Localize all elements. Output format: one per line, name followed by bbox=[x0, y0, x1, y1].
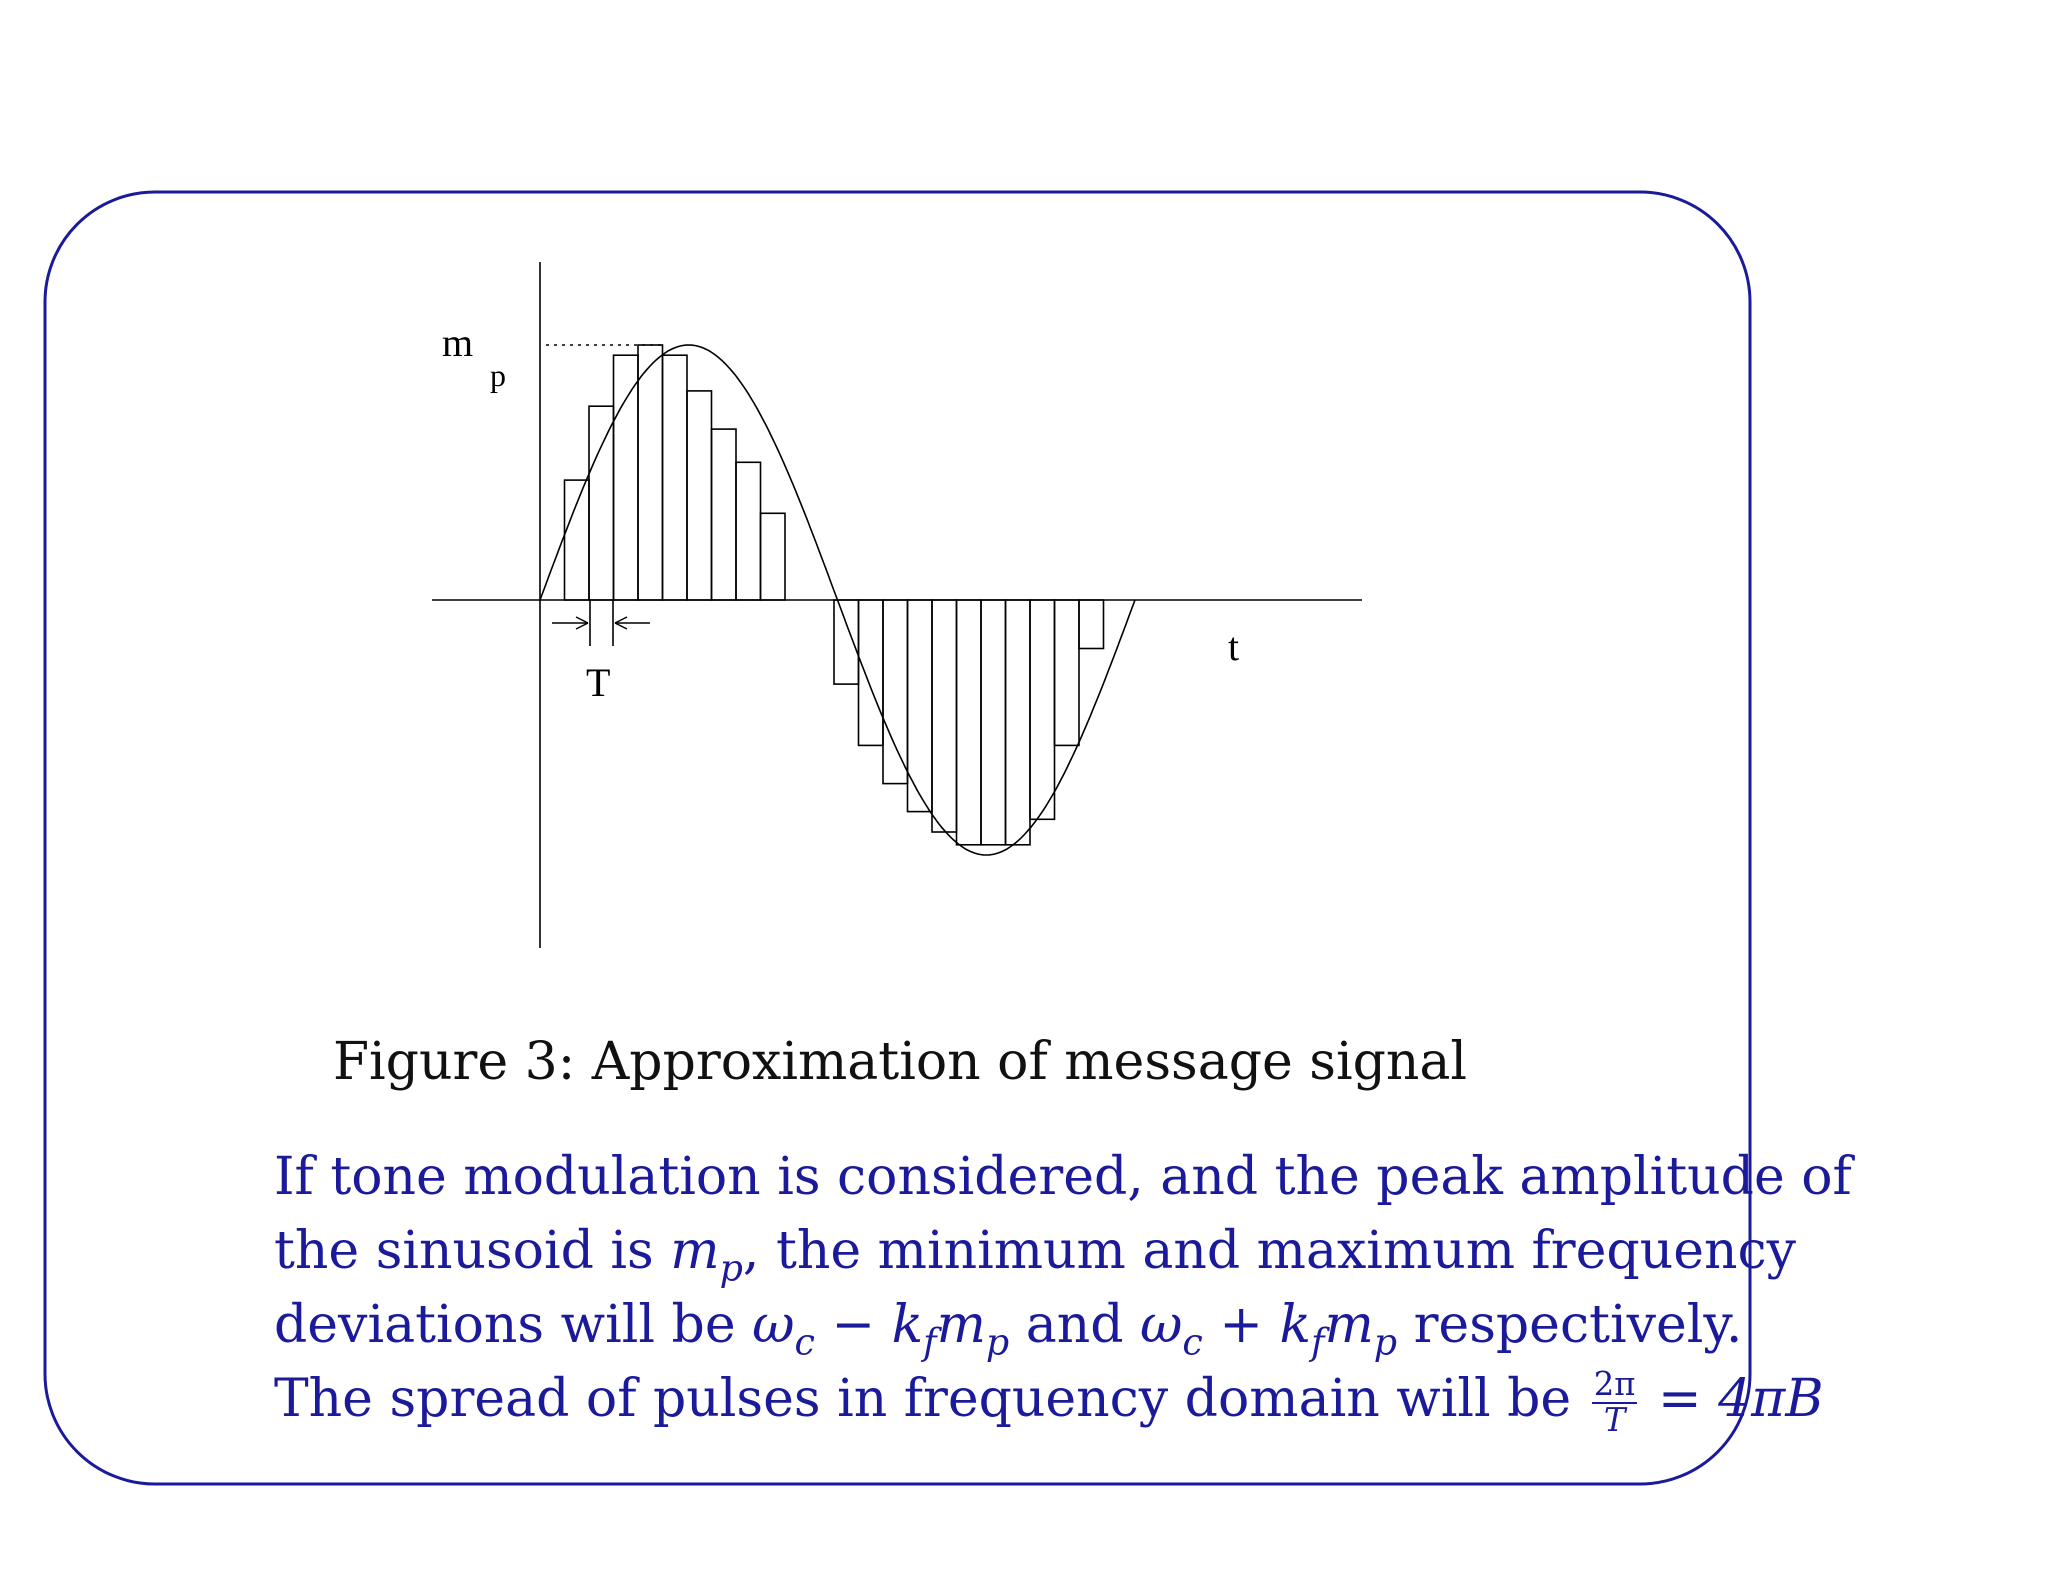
fraction-denominator: T bbox=[1603, 1400, 1626, 1439]
plus-kf: + k bbox=[1202, 1295, 1311, 1355]
pulse-bar bbox=[1055, 600, 1080, 745]
figure-caption: Figure 3: Approximation of message signal bbox=[332, 1032, 1468, 1092]
pulse-bar bbox=[761, 513, 786, 600]
pulse-group bbox=[565, 345, 1104, 845]
mp-sub-1: p bbox=[985, 1320, 1010, 1364]
line4-text-a: The spread of pulses in frequency domain will be bbox=[274, 1369, 1588, 1429]
body-paragraph bbox=[274, 1140, 1852, 1439]
body-line-2 bbox=[274, 1214, 1796, 1290]
pulse-bar bbox=[565, 480, 590, 600]
kf-sub-2: f bbox=[1310, 1320, 1325, 1364]
mp-1: m bbox=[936, 1295, 986, 1355]
pulse-bar bbox=[638, 345, 663, 600]
mp-sub-2: p bbox=[1373, 1320, 1398, 1364]
pulse-bar bbox=[981, 600, 1006, 845]
pulse-bar bbox=[1079, 600, 1104, 649]
pulse-bar bbox=[1006, 600, 1031, 845]
pulse-bar bbox=[589, 406, 614, 600]
omega-c-max: ω bbox=[1140, 1295, 1183, 1355]
line2-text-a: the sinusoid is bbox=[274, 1221, 671, 1281]
respectively-text: respectively. bbox=[1397, 1295, 1743, 1355]
interval-label-T: T bbox=[586, 660, 611, 705]
mp-subscript: p bbox=[719, 1246, 743, 1290]
mp-symbol: m bbox=[670, 1221, 720, 1281]
fraction-2pi-over-T bbox=[1592, 1364, 1638, 1439]
pulse-bar bbox=[736, 462, 761, 600]
body-line-4 bbox=[274, 1362, 1824, 1439]
equals-4piB: = 4πB bbox=[1641, 1369, 1824, 1429]
pulse-bar bbox=[614, 355, 639, 600]
y-label-m: m bbox=[442, 320, 474, 365]
pulse-bar bbox=[834, 600, 859, 684]
line3-text-a: deviations will be bbox=[274, 1295, 753, 1355]
mp-2: m bbox=[1324, 1295, 1374, 1355]
pulse-bar bbox=[957, 600, 982, 845]
kf-sub-1: f bbox=[923, 1320, 937, 1364]
pulse-bar bbox=[1030, 600, 1055, 819]
minus-kf: − k bbox=[814, 1295, 924, 1355]
line2-text-b: , the minimum and maximum frequency bbox=[742, 1221, 1796, 1281]
body-line-3 bbox=[274, 1288, 1743, 1364]
pulse-bar bbox=[932, 600, 957, 832]
pulse-bar bbox=[859, 600, 884, 745]
omega-sub-c-2: c bbox=[1182, 1320, 1203, 1364]
pulse-bar bbox=[712, 429, 737, 600]
pulse-bar bbox=[687, 391, 712, 600]
body-line-1: If tone modulation is considered, and the peak amplitude of bbox=[274, 1147, 1852, 1207]
pulse-bar bbox=[883, 600, 908, 784]
and-text: and bbox=[1009, 1295, 1141, 1355]
x-label-t: t bbox=[1228, 624, 1240, 669]
y-label-sub-p: p bbox=[490, 357, 506, 393]
fraction-numerator: 2π bbox=[1593, 1364, 1636, 1403]
omega-c-min: ω bbox=[752, 1295, 795, 1355]
pulse-bar bbox=[663, 355, 688, 600]
omega-sub-c-1: c bbox=[794, 1320, 815, 1364]
